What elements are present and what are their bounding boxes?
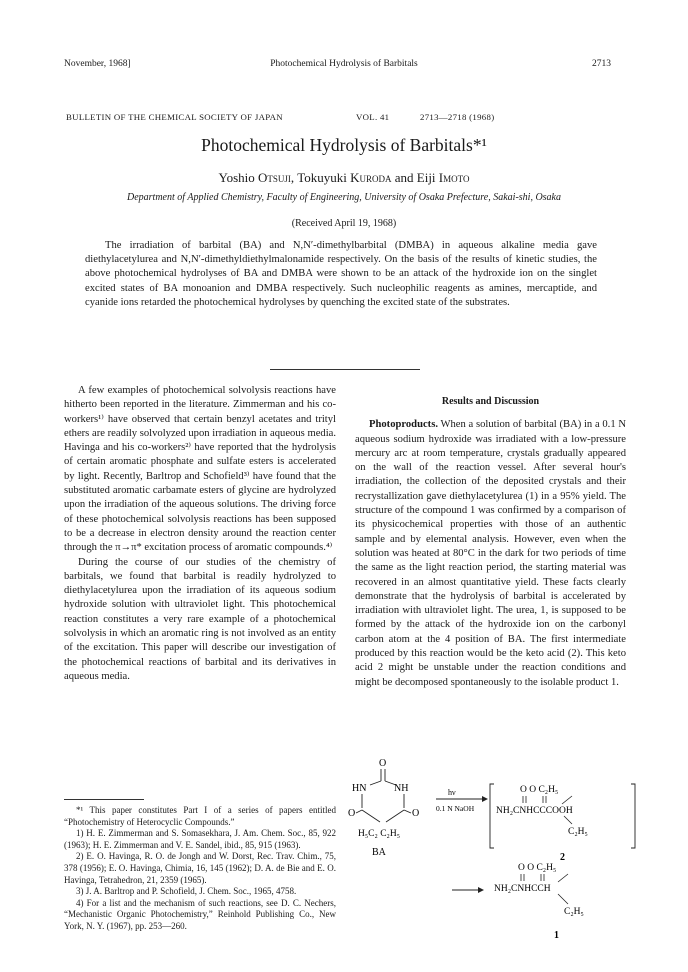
author-2-given: Tokuyuki: [297, 170, 347, 185]
product-label: 1: [554, 930, 559, 941]
reaction-arrow: [436, 788, 488, 813]
barbital-structure: [348, 758, 419, 858]
journal-name: BULLETIN OF THE CHEMICAL SOCIETY OF JAPAN: [66, 112, 283, 122]
intro-paragraph-1: A few examples of photochemical solvolysis reactions have hitherto been reported in the literature. Zimmerman and his co-workers¹⁾ have observed that certain benzyl acetates and trityl ethers are readily solvolyzed upon irradiation in aqueous media. Havinga and his co-workers²⁾ have reported that the hydrolysis of certain aromatic phosphate and sulfate esters is accelerated by light. Recently, Barltrop and Schofield³⁾ have found that the substituted aromatic carbamate esters of glycine are hydrolyzed upon the irradiation of the aqueous solutions. The driving force of these photochemical solvolysis reactions has been supposed to be a decrease in electron density around the reaction center through the π→π* excitation process of aromatic compounds.⁴⁾: [64, 385, 336, 554]
abstract: The irradiation of barbital (BA) and N,N′-dimethylbarbital (DMBA) in aqueous alkaline media gave diethylacetylurea and N,N′-dimethyldiethylmalonamide respectively. On the basis of the results of kinetic studies, the above photochemical hydrolyses of BA and DMBA were shown to be an attack of the hydroxide ion on the singlet excited states of BA monoanion and DMBA respectively. Such nucleophilic reagents as amines, mercaptide, and cyanide ions retarded the photochemical hydrolyses by quenching the excited state of the substrates.: [85, 240, 597, 308]
author-3-given: Eiji: [416, 170, 436, 185]
ring-hn: HN: [352, 783, 367, 794]
footnote-item: *¹ This paper constitutes Part I of a series of papers entitled “Photochemistry of Heterocyclic Compounds.”: [64, 805, 336, 827]
page-range: 2713—2718 (1968): [420, 112, 495, 122]
intermediate-carbonyls: O O C₂H₅: [520, 785, 559, 795]
results-column: [355, 395, 626, 690]
author-separator-and: and: [391, 170, 417, 185]
ring-nh: NH: [394, 783, 409, 794]
results-body: When a solution of barbital (BA) in a 0.1 N aqueous sodium hydroxide was irradiated with a low-pressure mercury arc at room temperature, crystals gradually appeared on the wall of the reaction vessel. After several hour's irradiation, the collection of the deposited crystals and their recrystallization gave diethylacetylurea (1) in a 95% yield. The structure of the compound 1 was confirmed by a comparison of its physicochemical properties with those of an authentic sample and by elemental analysis. However, even when the solution was heated at 80°C in the dark for two periods of time the same as the light reaction period, the starting material was recovered in an almost quantitative yield. These facts clearly demonstrate that the hydrolysis of barbital is accelerated by irradiation with ultraviolet light. The urea, 1, is supposed to be formed by the attack of the hydroxide ion on the carbonyl carbon atom at the 4 position of BA. The first intermediate produced by this reaction would be the keto acid (2). This keto acid 2 might be unstable under the reaction conditions and might be decomposed spontaneously to the isolable product 1.: [355, 419, 626, 688]
paragraph-lead: Photoproducts.: [369, 419, 438, 431]
running-header-title: Photochemical Hydrolysis of Barbitals: [270, 59, 418, 69]
footnote-item: 2) E. O. Havinga, R. O. de Jongh and W. Dorst, Rec. Trav. Chim., 75, 378 (1956); E. O. Havinga, Chimia, 16, 145 (1962); D. A. de Bie and E. O. Havinga, Tetrahedron, 21, 2359 (1965).: [64, 851, 336, 885]
introduction-column: [64, 384, 336, 684]
author-separator: ,: [290, 170, 298, 185]
product-1: [452, 863, 584, 941]
ring-right-oxygen: O: [412, 808, 420, 819]
intermediate-2: [490, 784, 635, 863]
ring-left-oxygen: O: [348, 808, 356, 819]
product-carbonyls: O O C₂H₅: [518, 863, 557, 873]
author-3-family: Imoto: [438, 170, 470, 185]
intro-paragraph-2: During the course of our studies of the chemistry of barbitals, we found that barbital is readily hydrolyzed to diethylacetylurea upon the irradiation of its aqueous sodium hydroxide solution with ultraviolet light. This photochemical reaction constitutes a very rare example of a photochemical solvolysis in which an aromatic ring is not involved as an entity of the excitation. This paper will describe our investigation of the photochemical reactions of barbital and its derivatives in aqueous media.: [64, 556, 336, 682]
ring-ethyl-groups: H₅C₂ C₂H₅: [358, 829, 401, 839]
intermediate-formula: NH₂CNHCCCOOH: [496, 806, 573, 816]
reaction-scheme: [350, 756, 640, 956]
author-list: [0, 170, 688, 186]
received-date: (Received April 19, 1968): [291, 218, 397, 229]
intermediate-ethyl: C₂H₅: [568, 827, 588, 837]
author-2-family: Kuroda: [350, 170, 392, 185]
footnote-item: 1) H. E. Zimmerman and S. Somasekhara, J. Am. Chem. Soc., 85, 922 (1963); H. E. Zimmerman and V. E. Sandel, ibid., 85, 915 (1963).: [64, 828, 336, 850]
reaction-conditions: 0.1 N NaOH: [436, 804, 475, 813]
footnote-item: 3) J. A. Barltrop and P. Schofield, J. Chem. Soc., 1965, 4758.: [76, 886, 297, 897]
volume: VOL. 41: [356, 112, 390, 122]
running-header-date: November, 1968]: [64, 59, 131, 69]
results-paragraph: [355, 418, 626, 690]
product-formula: NH₂CNHCCH: [494, 884, 551, 894]
ring-top-oxygen: O: [379, 758, 387, 769]
section-divider: [270, 369, 420, 370]
affiliation: Department of Applied Chemistry, Faculty of Engineering, University of Osaka Prefecture, Sakai-shi, Osaka: [127, 192, 561, 203]
barbital-label: BA: [372, 847, 386, 858]
paper-title: Photochemical Hydrolysis of Barbitals*¹: [201, 135, 487, 155]
footnote-item: 4) For a list and the mechanism of such reactions, see D. C. Nechers, “Mechanistic Organic Photochemistry,” Reinhold Publishing Co., New York, N. Y. (1967), pp. 253—260.: [64, 897, 336, 931]
footnotes: [64, 805, 336, 933]
page-number: 2713: [592, 59, 611, 69]
intermediate-label: 2: [560, 852, 565, 863]
light-symbol: hν: [448, 788, 456, 797]
author-1-given: Yoshio: [218, 170, 255, 185]
author-1-family: Otsuji: [258, 170, 291, 185]
section-heading: Results and Discussion: [441, 396, 540, 407]
product-ethyl: C₂H₅: [564, 907, 584, 917]
footnote-divider: [64, 799, 144, 800]
